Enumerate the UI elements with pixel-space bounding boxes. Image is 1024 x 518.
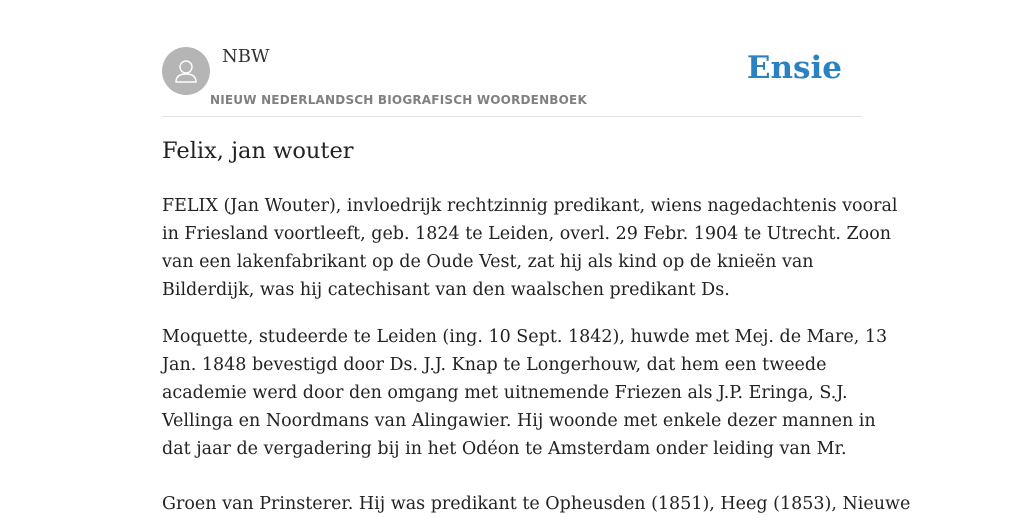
paragraph-line: dat jaar de vergadering bij in het Odéon te Amsterdam onder leiding van Mr. <box>162 439 847 459</box>
author-name[interactable]: NBW <box>222 46 270 67</box>
page-header <box>162 0 862 117</box>
author-avatar[interactable] <box>162 47 210 95</box>
paragraph-line: Jan. 1848 bevestigd door Ds. J.J. Knap te Longerhouw, dat hem een tweede <box>162 355 827 375</box>
author-full-name: NIEUW NEDERLANDSCH BIOGRAFISCH WOORDENBOEK <box>210 93 587 107</box>
article-title: Felix, jan wouter <box>162 138 354 164</box>
article-paragraph <box>162 192 898 304</box>
paragraph-line: FELIX (Jan Wouter), invloedrijk rechtzinnig predikant, wiens nagedachtenis vooral <box>162 196 898 216</box>
article-paragraph <box>162 490 911 518</box>
article-paragraph <box>162 323 888 463</box>
paragraph-line: Vellinga en Noordmans van Alingawier. Hij woonde met enkele dezer mannen in <box>162 411 876 431</box>
paragraph-line: in Friesland voortleeft, geb. 1824 te Leiden, overl. 29 Febr. 1904 te Utrecht. Zoon <box>162 224 892 244</box>
paragraph-line: academie werd door den omgang met uitnemende Friezen als J.P. Eringa, S.J. <box>162 383 848 403</box>
paragraph-line: Groen van Prinsterer. Hij was predikant te Opheusden (1851), Heeg (1853), Nieuwe <box>162 494 911 514</box>
user-silhouette-icon <box>162 47 210 95</box>
ensie-logo[interactable]: Ensie <box>746 50 842 86</box>
page-container <box>162 0 911 514</box>
paragraph-line: Moquette, studeerde te Leiden (ing. 10 Sept. 1842), huwde met Mej. de Mare, 13 <box>162 327 888 347</box>
paragraph-line: van een lakenfabrikant op de Oude Vest, zat hij als kind op de knieën van <box>162 252 814 272</box>
paragraph-line: Bilderdijk, was hij catechisant van den waalschen predikant Ds. <box>162 280 730 300</box>
